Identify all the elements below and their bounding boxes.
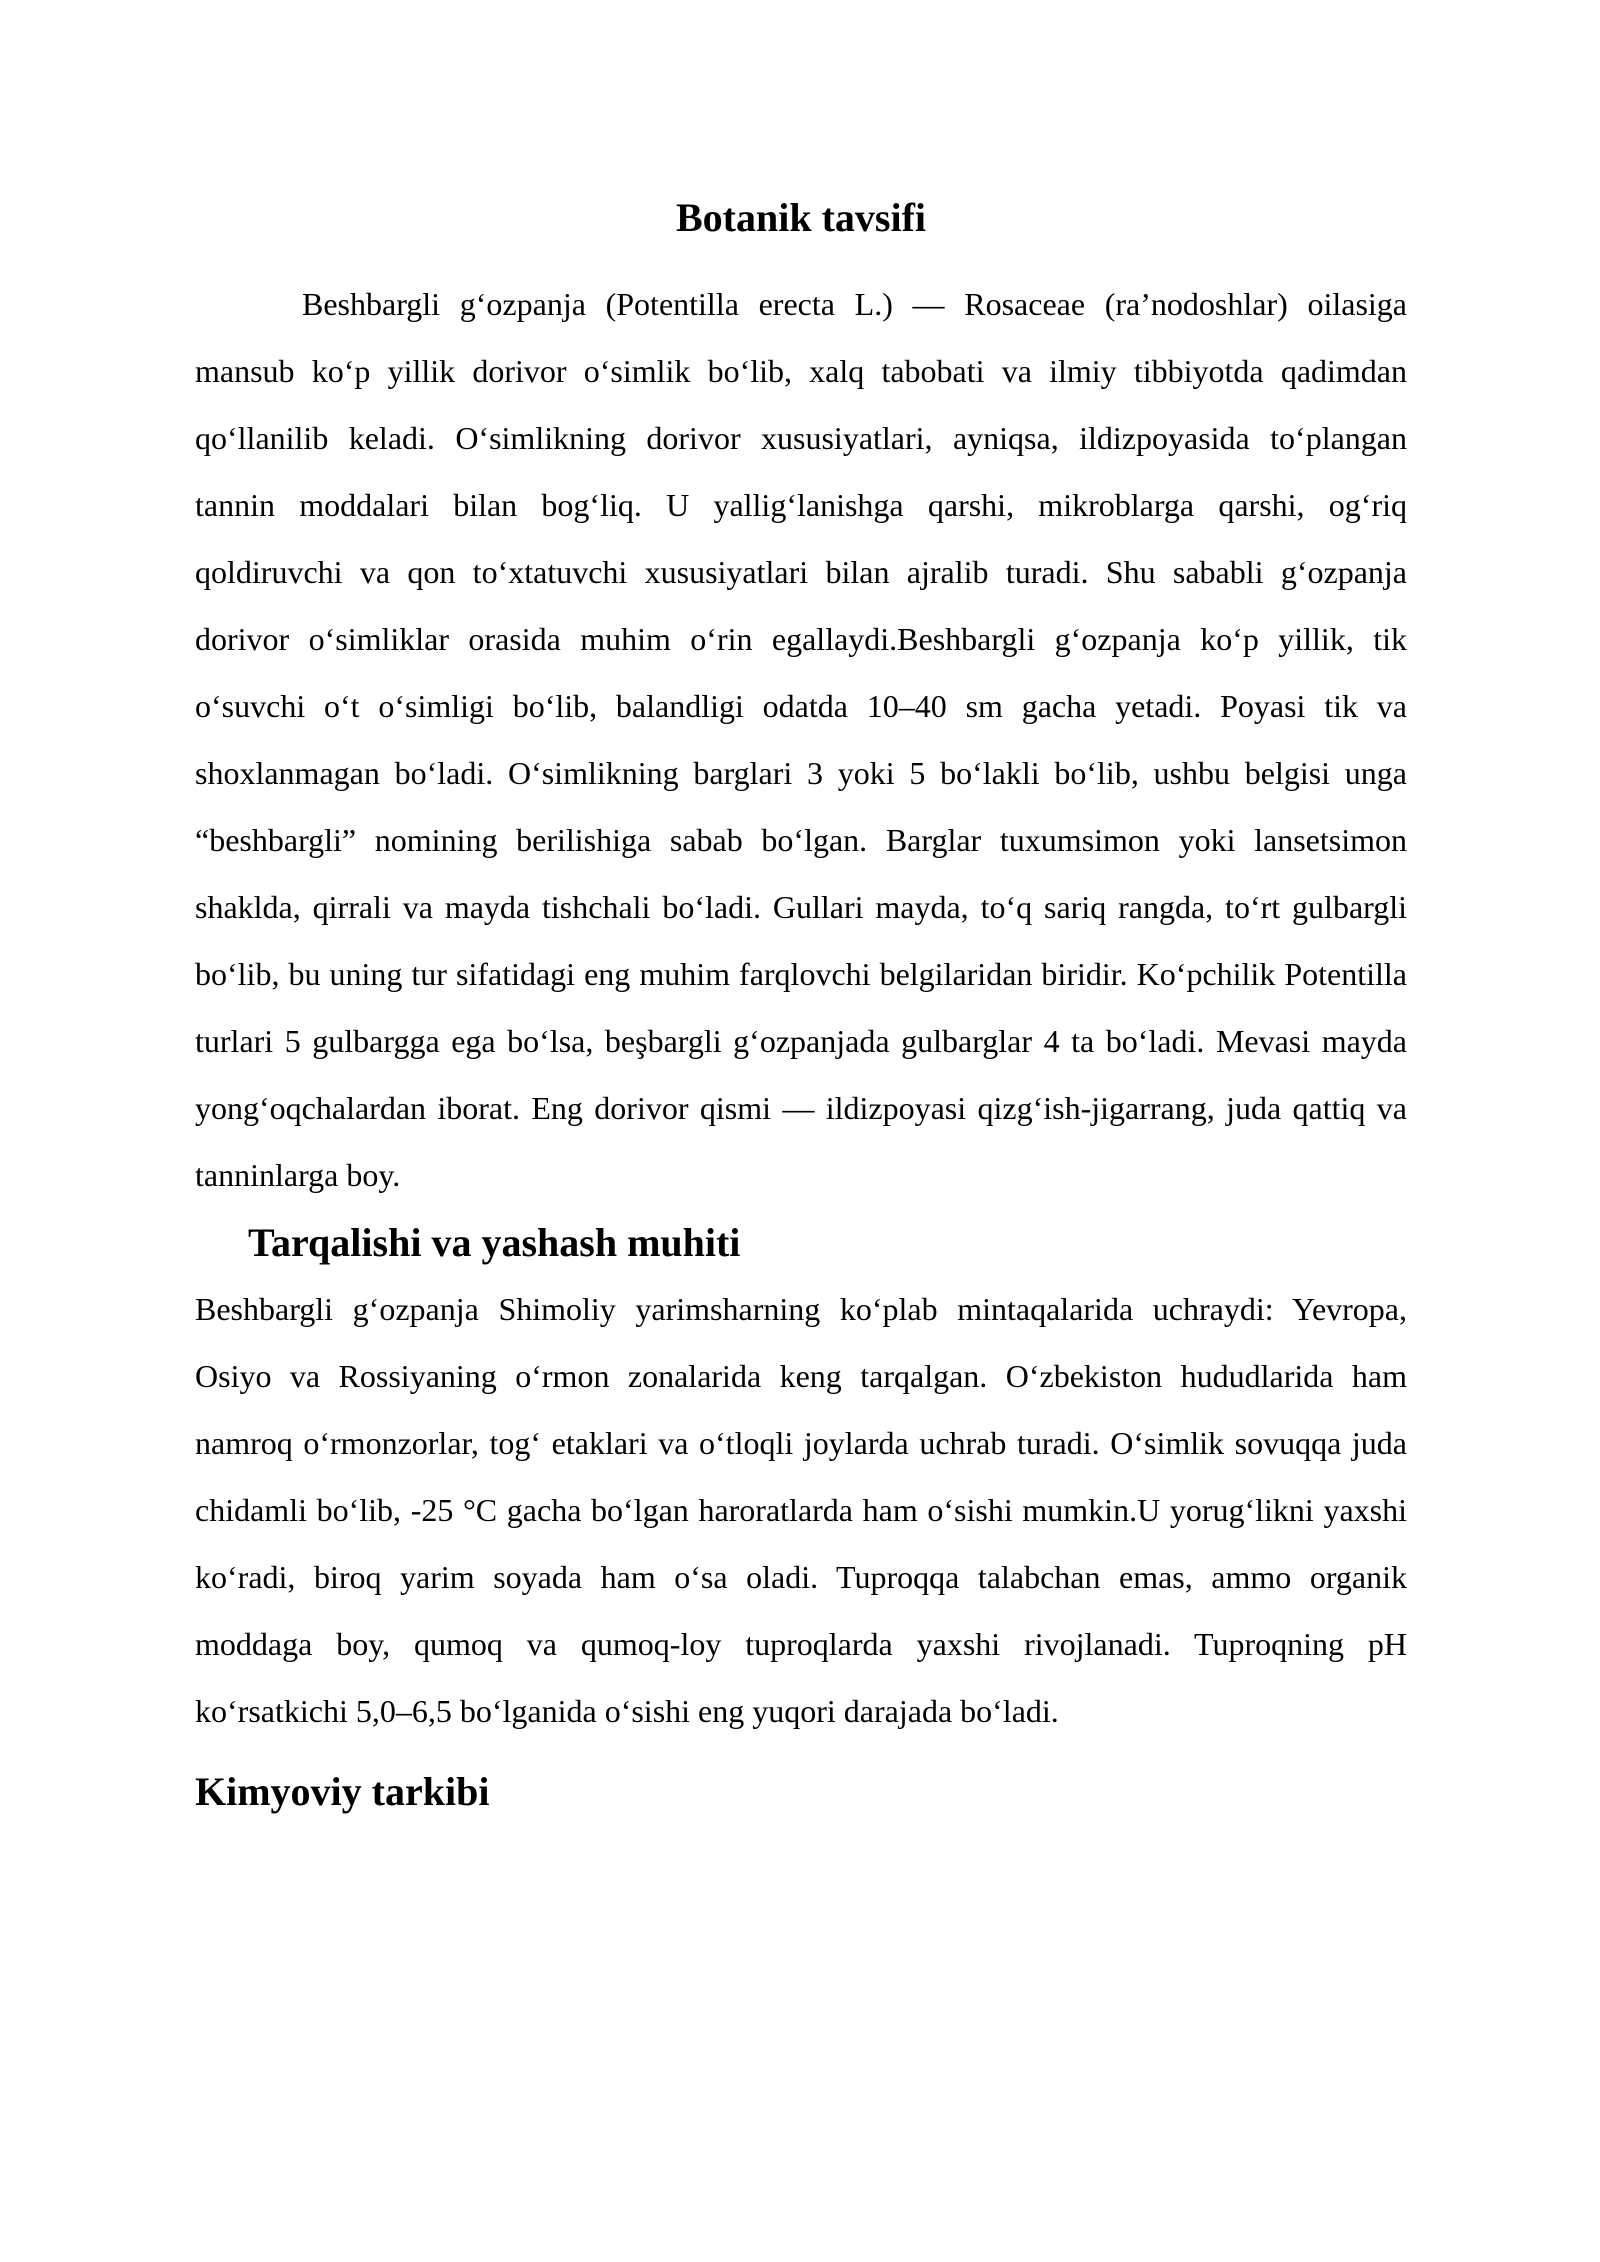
paragraph-botanik-tavsifi: Beshbargli g‘ozpanja (Potentilla erecta L.) — Rosaceae (ra’nodoshlar) oilasiga mansub ko‘p yillik dorivor o‘simlik bo‘lib, xalq tabobati va ilmiy tibbiyotda qadimdan qo‘llanilib keladi. O‘simlikning dorivor xususiyatlari, ayniqsa, ildizpoyasida to‘plangan tannin moddalari bilan bog‘liq. U yallig‘lanishga qarshi, mikroblarga qarshi, og‘riq qoldiruvchi va qon to‘xtatuvchi xususiyatlari bilan ajralib turadi. Shu sababli g‘ozpanja dorivor o‘simliklar orasida muhim o‘rin egallaydi.Beshbargli g‘ozpanja ko‘p yillik, tik o‘suvchi o‘t o‘simligi bo‘lib, balandligi odatda 10–40 sm gacha yetadi. Poyasi tik va shoxlanmagan bo‘ladi. O‘simlikning barglari 3 yoki 5 bo‘lakli bo‘lib, ushbu belgisi unga “beshbargli” nomining berilishiga sabab bo‘lgan. Barglar tuxumsimon yoki lansetsimon shaklda, qirrali va mayda tishchali bo‘ladi. Gullari mayda, to‘q sariq rangda, to‘rt gulbargli bo‘lib, bu uning tur sifatidagi eng muhim farqlovchi belgilaridan biridir. Ko‘pchilik Potentilla turlari 5 gulbargga ega bo‘lsa, beşbargli g‘ozpanjada gulbarglar 4 ta bo‘ladi. Mevasi mayda yong‘oqchalardan iborat. Eng dorivor qismi — ildizpoyasi qizg‘ish-jigarrang, juda qattiq va tanninlarga boy. (195, 286, 1407, 1193)
page-title: Botanik tavsifi (675, 195, 927, 240)
paragraph-tarqalishi: Beshbargli g‘ozpanja Shimoliy yarimsharning ko‘plab mintaqalarida uchraydi: Yevropa, Osiyo va Rossiyaning o‘rmon zonalarida keng tarqalgan. O‘zbekiston hududlarida ham namroq o‘rmonzorlar, tog‘ etaklari va o‘tloqli joylarda uchrab turadi. O‘simlik sovuqqa juda chidamli bo‘lib, -25 °C gacha bo‘lgan haroratlarda ham o‘sishi mumkin.U yorug‘likni yaxshi ko‘radi, biroq yarim soyada ham o‘sa oladi. Tuproqqa talabchan emas, ammo organik moddaga boy, qumoq va qumoq-loy tuproqlarda yaxshi rivojlanadi. Tuproqning pH ko‘rsatkichi 5,0–6,5 bo‘lganida o‘sishi eng yuqori darajada bo‘ladi. (195, 1291, 1407, 1729)
heading-kimyoviy-tarkibi: Kimyoviy tarkibi (195, 1769, 490, 1814)
heading-tarqalishi: Tarqalishi va yashash muhiti (248, 1220, 741, 1265)
